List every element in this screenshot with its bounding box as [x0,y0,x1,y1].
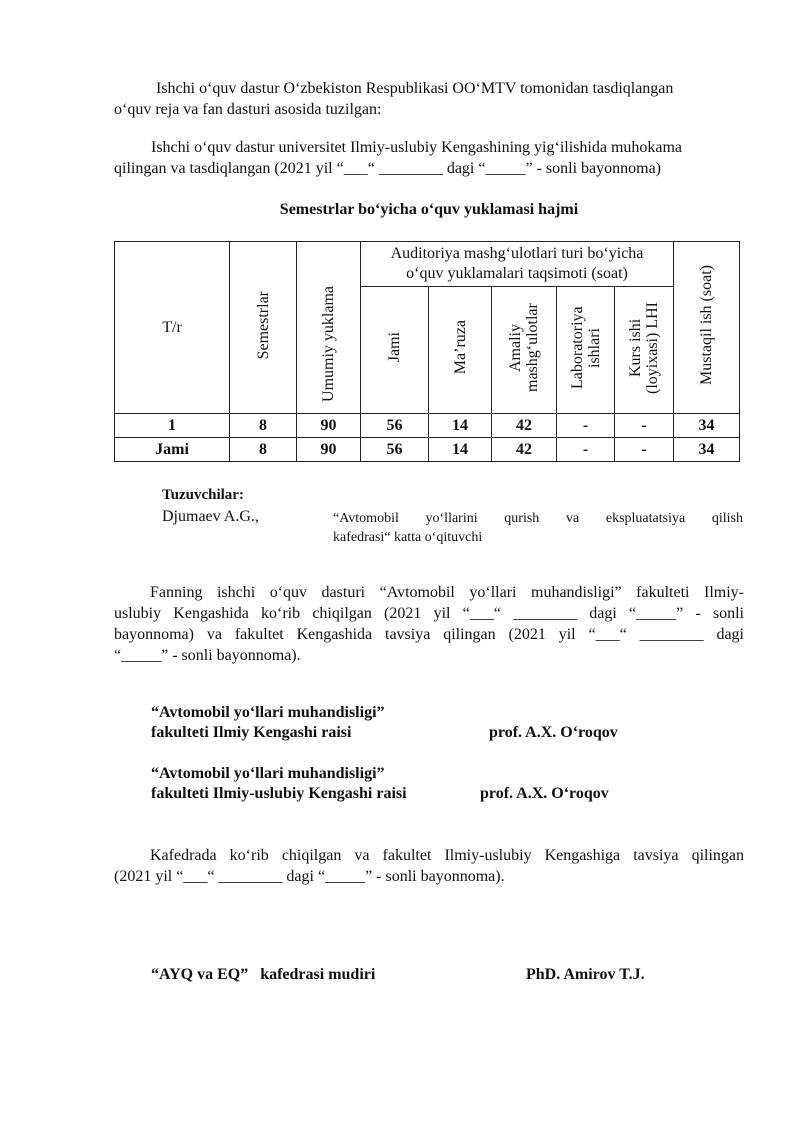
department-review-line-2: (2021 yil “___“ ________ dagi “_____” - sonli bayonnoma). [114,868,505,885]
header-amaliy: Amaliy mashg‘ulotlar [492,287,557,414]
signature-1-org: “Avtomobil yo‘llari muhandisligi” [151,704,385,721]
cell-laboratoriya: - [557,414,615,438]
faculty-review-paragraph [114,582,744,666]
author-position-line-2: kafedrasi“ katta o‘qituvchi [333,530,483,545]
faculty-review-line-4: “_____” - sonli bayonnoma). [114,647,301,664]
signature-2-org: “Avtomobil yo‘llari muhandisligi” [151,765,385,782]
signature-1-name: prof. A.X. O‘roqov [489,724,618,741]
cell-jami: 56 [361,414,429,438]
cell-umumiy: 90 [297,414,361,438]
cell-amaliy: 42 [492,414,557,438]
header-semestrlar: Semestrlar [230,242,297,414]
table-row [115,414,740,438]
cell-kurs: - [615,414,674,438]
cell-tr: 1 [115,414,230,438]
table-title: Semestrlar bo‘yicha o‘quv yuklamasi hajmi [279,201,579,218]
signature-2-role: fakulteti Ilmiy-uslubiy Kengashi raisi [151,785,407,802]
author-position-line-1: “Avtomobil yo‘llarini qurish va ekspluatatsiya qilish [333,511,743,526]
intro-paragraph-2 [114,137,744,179]
intro-p1-line-1: Ishchi o‘quv dastur O‘zbekiston Respublikasi OO‘MTV tomonidan tasdiqlangan [156,80,674,97]
author-position [333,509,743,547]
authors-heading: Tuzuvchilar: [162,487,244,503]
department-review-line-1: Kafedrada ko‘rib chiqilgan va fakultet Ilmiy-uslubiy Kengashiga tavsiya qilingan [150,847,744,864]
header-umumiy-yuklama: Umumiy yuklama [297,242,361,414]
intro-paragraph-1 [114,78,744,120]
head-signature-title: “AYQ va EQ” kafedrasi mudiri [151,966,376,983]
cell-laboratoriya: - [557,438,615,462]
header-jami: Jami [361,287,429,414]
intro-p1-line-2: o‘quv reja va fan dasturi asosida tuzilgan: [114,101,382,118]
faculty-review-line-3: bayonnoma) va fakultet Kengashida tavsiya qilingan (2021 yil “___“ ________ dagi [114,626,744,643]
signature-1-role: fakulteti Ilmiy Kengashi raisi [151,724,352,741]
cell-mustaqil: 34 [674,414,740,438]
cell-semestr: 8 [230,438,297,462]
cell-maruza: 14 [429,414,492,438]
faculty-review-line-1: Fanning ishchi o‘quv dasturi “Avtomobil yo‘llari muhandisligi” fakulteti Ilmiy- [150,584,744,601]
cell-amaliy: 42 [492,438,557,462]
intro-p2-line-1: Ishchi o‘quv dastur universitet Ilmiy-uslubiy Kengashining yig‘ilishida muhokama [151,139,683,156]
semester-load-table [114,241,740,462]
cell-jami: 56 [361,438,429,462]
header-tr: T/r [115,242,230,414]
author-name: Djumaev A.G., [162,508,259,525]
signature-2-name: prof. A.X. O‘roqov [480,785,609,802]
header-kurs-ishi: Kurs ishi (loyixasi) LHI [615,287,674,414]
cell-semestr: 8 [230,414,297,438]
table-row [115,438,740,462]
cell-kurs: - [615,438,674,462]
intro-p2-line-2: qilingan va tasdiqlangan (2021 yil “___“ ________ dagi “_____” - sonli bayonnoma) [114,160,661,177]
cell-maruza: 14 [429,438,492,462]
header-laboratoriya: Laboratoriya ishlari [557,287,615,414]
faculty-review-line-2: uslubiy Kengashida ko‘rib chiqilgan (2021 yil “___“ ________ dagi “_____” - sonli [114,605,744,622]
cell-mustaqil: 34 [674,438,740,462]
cell-tr: Jami [115,438,230,462]
department-review-paragraph [114,845,744,887]
head-signature-name: PhD. Amirov T.J. [526,966,645,983]
header-maruza: Ma’ruza [429,287,492,414]
cell-umumiy: 90 [297,438,361,462]
header-mustaqil-ish: Mustaqil ish (soat) [674,242,740,414]
header-auditoriya: Auditoriya mashg‘ulotlari turi bo‘yicha o‘quv yuklamalari taqsimoti (soat) [361,242,674,287]
